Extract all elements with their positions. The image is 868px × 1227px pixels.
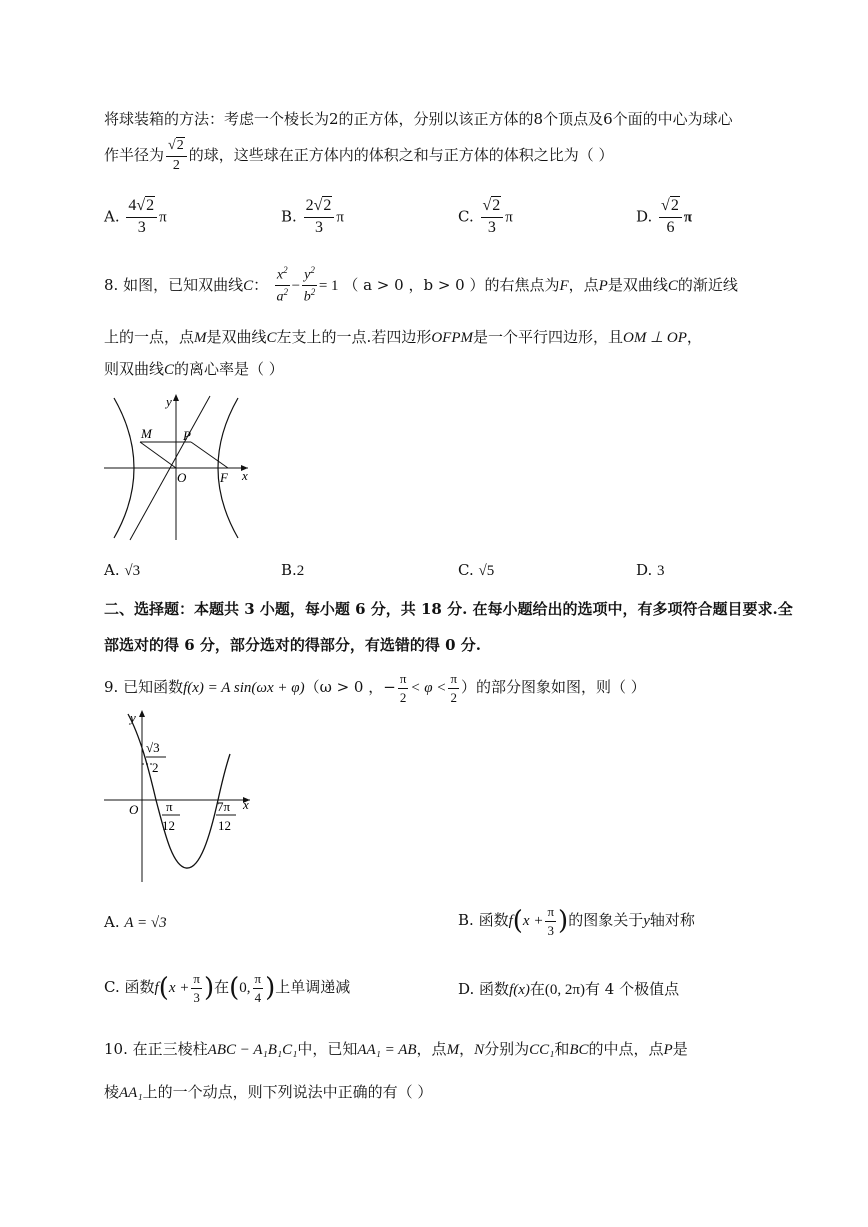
q9-label-o: O <box>129 802 139 817</box>
q9-option-c[interactable]: C. 函数f(x + $\frac{\pi}{3}$ )在(0, $\frac{\pi}{4}$ )上单调递减 <box>104 971 351 1005</box>
q9-label-7pi: 7π <box>217 799 231 814</box>
q9-y-axis-arrow <box>139 710 145 717</box>
q7-option-a[interactable]: A. $\frac{4√2}{3}$ π <box>104 197 167 236</box>
q8-label-y: y <box>166 394 172 409</box>
q8-label-o: O <box>177 470 187 485</box>
q7-line1: 将球装箱的方法：考虑一个棱长为2的正方体，分别以该正方体的8个顶点及6个面的中心为球心 <box>104 110 733 128</box>
q8-option-c[interactable]: C. √5 <box>458 561 495 579</box>
q9-label-sqrt3: √3 <box>146 740 160 755</box>
q8-hyperbola-figure <box>100 390 260 545</box>
q7-option-b[interactable]: B. $\frac{2√2}{3}$ π <box>281 197 344 236</box>
q8-y-axis-arrow <box>173 394 179 401</box>
q9-label-12: 12 <box>162 818 175 833</box>
q9-option-b[interactable]: B. 函数f(x + $\frac{\pi}{3}$ )的图象关于y轴对称 <box>458 904 695 938</box>
q8-line3: 则双曲线C的离心率是（ ） <box>104 360 284 378</box>
q8-segment-pf <box>191 442 228 468</box>
q10-line1: 10. 在正三棱柱ABC − A₁B₁C₁中，已知AA₁ = AB，点M，N分别为CC₁和BC的中点，点P是 <box>104 1040 688 1058</box>
q9-label-y: y <box>130 710 136 725</box>
q7-option-c[interactable]: C. $\frac{√2}{3}$ π <box>458 197 513 236</box>
q7-line2: 作半径为 $\frac{√2}{2}$ 的球，这些球在正方体内的体积之和与正方体的体积之比为（ ） <box>104 138 614 173</box>
q8-label-x: x <box>242 468 248 483</box>
q9-label-12b: 12 <box>218 818 231 833</box>
q9-label-two: 2 <box>152 760 159 775</box>
q8-label-m: M <box>141 426 152 441</box>
q9-label-pi: π <box>166 799 173 814</box>
q7-option-d[interactable]: D. $\frac{√2}{6}$ π <box>636 197 693 236</box>
q9-label-x: x <box>243 797 249 812</box>
q9-sine-curve <box>128 714 230 868</box>
q9-option-d[interactable]: D. 函数f(x)在(0, 2π)有 4 个极值点 <box>458 980 680 998</box>
section2-instructions-line2: 部选对的得 6 分，部分选对的得部分，有选错的得 0 分. <box>104 636 481 654</box>
q10-line2: 棱AA₁上的一个动点，则下列说法中正确的有（ ） <box>104 1083 433 1101</box>
q8-line2: 上的一点，点M是双曲线C左支上的一点.若四边形OFPM是一个平行四边形，且OM ⊥ OP， <box>104 328 702 346</box>
q9-sine-figure <box>100 706 260 886</box>
q8-option-d[interactable]: D. 3 <box>636 561 665 579</box>
q8-option-a[interactable]: A. √3 <box>104 561 141 579</box>
q8-line1: 8. 如图，已知双曲线C： $\frac{x^2}{a^2}$ − $\frac{y^2}{b^2}$ = 1 （ a > 0 ，b > 0 ）的右焦点为F，点P是双曲线C的渐近线 <box>104 265 738 305</box>
q9-option-a[interactable]: A. A = √3 <box>104 913 167 931</box>
q8-option-b[interactable]: B.2 <box>281 561 305 579</box>
q8-label-p: P <box>183 428 191 443</box>
q8-segment-mo <box>140 442 176 468</box>
section2-instructions-line1: 二、选择题：本题共 3 小题，每小题 6 分，共 18 分. 在每小题给出的选项中，有多项符合题目要求.全 <box>104 600 793 618</box>
q8-label-f: F <box>220 470 228 485</box>
q9-stem: 9. 已知函数f(x) = A sin(ωx + φ)（ω > 0 ，− $\frac{\pi}{2}$ < φ < $\frac{\pi}{2}$ ）的部分图象如图，则（ ） <box>104 671 646 705</box>
